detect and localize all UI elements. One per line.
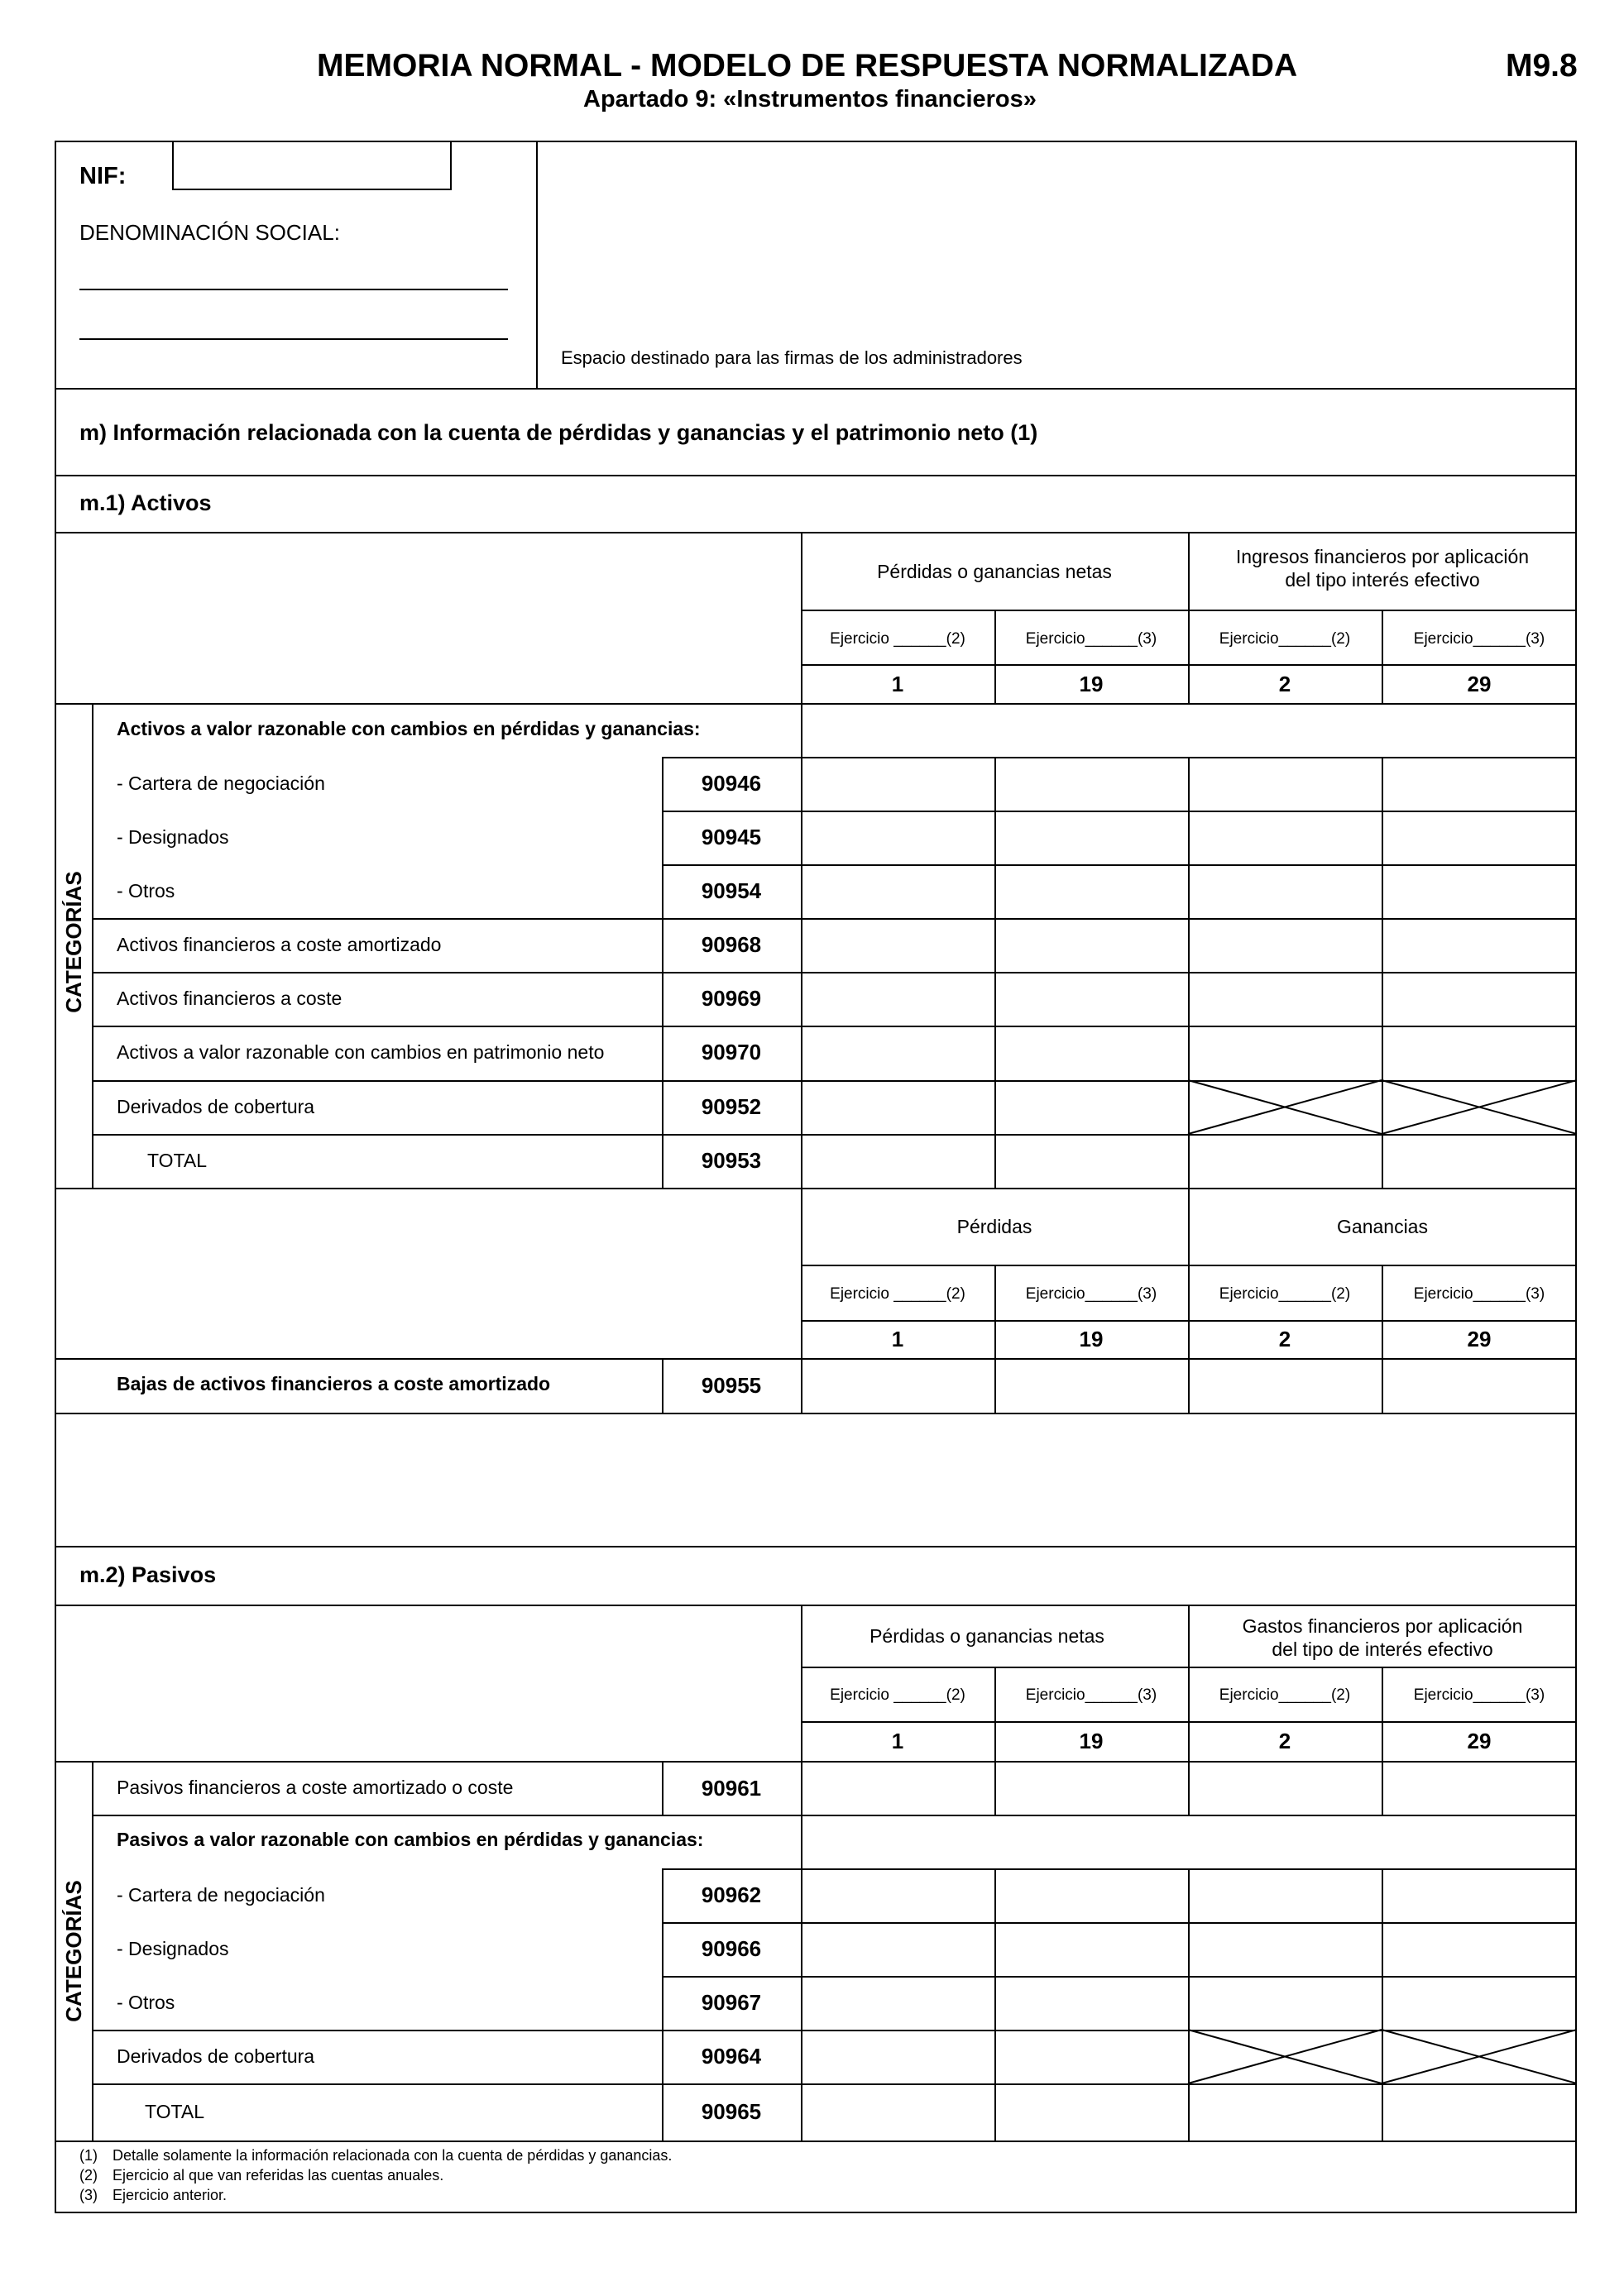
m1-cell-90953-col3[interactable] bbox=[1190, 1136, 1382, 1189]
m2-ejercicio-1: Ejercicio ______(2) bbox=[830, 1686, 965, 1704]
m1-row-label: - Designados bbox=[117, 825, 229, 848]
rule bbox=[801, 1721, 1577, 1723]
m1-cell-90953-col1[interactable] bbox=[802, 1136, 994, 1189]
m2-row-label: Derivados de cobertura bbox=[117, 2045, 315, 2067]
m1-cell-90969-col3[interactable] bbox=[1190, 973, 1382, 1026]
m1-cell-90968-col3[interactable] bbox=[1190, 920, 1382, 972]
rule bbox=[801, 610, 1577, 611]
m2-row-label: - Designados bbox=[117, 1937, 229, 1959]
bajas-ejercicio-3: Ejercicio______(2) bbox=[1219, 1285, 1351, 1303]
denominacion-line-2[interactable] bbox=[79, 338, 508, 340]
footnote-text: Ejercicio al que van referidas las cuentas anuales. bbox=[113, 2167, 444, 2184]
m2-cell-90964-col1[interactable] bbox=[802, 2031, 994, 2083]
m2-cell-90964-col2[interactable] bbox=[996, 2031, 1188, 2083]
m2-cell-90961-col2[interactable] bbox=[996, 1763, 1188, 1814]
m2-col-number-1: 1 bbox=[891, 1729, 904, 1753]
m1-cell-90952-col1[interactable] bbox=[802, 1082, 994, 1134]
bajas-col-number-2: 19 bbox=[1079, 1327, 1104, 1351]
m2-ejercicio-2: Ejercicio______(3) bbox=[1025, 1686, 1157, 1704]
m1-cell-90969-col1[interactable] bbox=[802, 973, 994, 1026]
m1-row-code: 90946 bbox=[701, 770, 762, 796]
m1-title: m.1) Activos bbox=[79, 490, 212, 515]
m1-cell-90954-col1[interactable] bbox=[802, 866, 994, 918]
bajas-col-number-3: 2 bbox=[1278, 1327, 1291, 1351]
not-applicable-cross-icon bbox=[1188, 1080, 1382, 1134]
bajas-row-code: 90955 bbox=[701, 1373, 762, 1398]
m1-row-label: - Cartera de negociación bbox=[117, 772, 325, 794]
m1-group-heading: Activos a valor razonable con cambios en pérdidas y ganancias: bbox=[117, 718, 701, 739]
bajas-col-number-1: 1 bbox=[891, 1327, 904, 1351]
m2-cell-90962-col2[interactable] bbox=[996, 1870, 1188, 1922]
page-subtitle: Apartado 9: «Instrumentos financieros» bbox=[583, 86, 1037, 112]
bajas-cell-4[interactable] bbox=[1383, 1360, 1575, 1413]
m2-row-label: - Cartera de negociación bbox=[117, 1883, 325, 1906]
bajas-col-perdidas: Pérdidas bbox=[956, 1216, 1032, 1237]
id-divider bbox=[536, 141, 538, 389]
m1-cell-90954-col4[interactable] bbox=[1383, 866, 1577, 918]
m2-col-group-gastos-line2: del tipo de interés efectivo bbox=[1272, 1638, 1493, 1660]
m2-cell-90967-col1[interactable] bbox=[802, 1978, 994, 2030]
m1-col-number-2: 19 bbox=[1079, 672, 1104, 696]
m2-row-label: - Otros bbox=[117, 1991, 175, 2013]
denominacion-label: DENOMINACIÓN SOCIAL: bbox=[79, 220, 340, 245]
m2-cell-90962-col4[interactable] bbox=[1383, 1870, 1577, 1922]
m2-cell-90962-col1[interactable] bbox=[802, 1870, 994, 1922]
bajas-ejercicio-2: Ejercicio______(3) bbox=[1025, 1285, 1157, 1303]
m2-categorias-label: CATEGORÍAS bbox=[61, 1880, 86, 2022]
m1-row-code: 90970 bbox=[701, 1040, 762, 1064]
rule bbox=[662, 757, 663, 1189]
m2-col-number-4: 29 bbox=[1467, 1729, 1492, 1753]
m2-cell-90966-col3[interactable] bbox=[1190, 1924, 1382, 1976]
m1-ejercicio-1: Ejercicio ______(2) bbox=[830, 630, 965, 648]
bajas-ejercicio-4: Ejercicio______(3) bbox=[1413, 1285, 1545, 1303]
rule bbox=[55, 532, 1577, 533]
m1-cell-90969-col4[interactable] bbox=[1383, 973, 1577, 1026]
rule bbox=[801, 664, 1577, 666]
m1-row-code: 90954 bbox=[701, 878, 762, 903]
m1-cell-90954-col2[interactable] bbox=[996, 866, 1188, 918]
signature-area[interactable] bbox=[539, 144, 1574, 342]
m1-col-group-perdidas-ganancias: Pérdidas o ganancias netas bbox=[877, 561, 1112, 582]
m1-cell-90953-col4[interactable] bbox=[1383, 1136, 1577, 1189]
rule bbox=[92, 1815, 1577, 1816]
m1-ejercicio-2: Ejercicio______(3) bbox=[1025, 630, 1157, 648]
m1-row-label: TOTAL bbox=[147, 1150, 207, 1171]
m2-row-label: Pasivos financieros a coste amortizado o coste bbox=[117, 1777, 514, 1798]
form-code: M9.8 bbox=[1506, 48, 1578, 84]
m2-ejercicio-4: Ejercicio______(3) bbox=[1413, 1686, 1545, 1704]
m1-ejercicio-3: Ejercicio______(2) bbox=[1219, 630, 1351, 648]
m2-cell-90967-col2[interactable] bbox=[996, 1978, 1188, 2030]
footnote-text: Detalle solamente la información relacionada con la cuenta de pérdidas y ganancias. bbox=[113, 2147, 673, 2164]
m1-cell-90969-col2[interactable] bbox=[996, 973, 1188, 1026]
m1-col-number-3: 2 bbox=[1278, 672, 1291, 696]
m2-cell-90961-col4[interactable] bbox=[1383, 1763, 1577, 1814]
nif-label: NIF: bbox=[79, 163, 127, 189]
m2-cell-90966-col4[interactable] bbox=[1383, 1924, 1577, 1976]
bajas-col-ganancias: Ganancias bbox=[1337, 1216, 1428, 1237]
m1-row-label: Activos financieros a coste bbox=[117, 987, 343, 1009]
m2-cell-90966-col2[interactable] bbox=[996, 1924, 1188, 1976]
m1-cell-90970-col2[interactable] bbox=[996, 1027, 1188, 1080]
rule bbox=[55, 1605, 1577, 1606]
m2-cell-90965-col2[interactable] bbox=[996, 2085, 1188, 2141]
m1-cell-90970-col1[interactable] bbox=[802, 1027, 994, 1080]
m2-group-heading: Pasivos a valor razonable con cambios en pérdidas y ganancias: bbox=[117, 1829, 704, 1850]
m2-cell-90966-col1[interactable] bbox=[802, 1924, 994, 1976]
m1-col-group-ingresos-line1: Ingresos financieros por aplicación bbox=[1235, 546, 1530, 567]
m1-cell-90970-col3[interactable] bbox=[1190, 1027, 1382, 1080]
m2-ejercicio-3: Ejercicio______(2) bbox=[1219, 1686, 1351, 1704]
m2-row-code: 90965 bbox=[701, 2099, 762, 2124]
rule bbox=[55, 1546, 1577, 1547]
m1-categorias-label: CATEGORÍAS bbox=[61, 871, 86, 1013]
footnote-mark: (2) bbox=[79, 2167, 98, 2184]
m2-row-code: 90961 bbox=[701, 1776, 762, 1801]
page-title: MEMORIA NORMAL - MODELO DE RESPUESTA NORMALIZADA bbox=[317, 48, 1298, 84]
m2-cell-90962-col3[interactable] bbox=[1190, 1870, 1382, 1922]
m1-col-number-1: 1 bbox=[891, 672, 904, 696]
rule bbox=[92, 703, 93, 1189]
m1-cell-90945-col2[interactable] bbox=[996, 812, 1188, 864]
m1-row-code: 90952 bbox=[701, 1093, 762, 1119]
m1-row-code: 90968 bbox=[701, 931, 762, 957]
bajas-cell-1[interactable] bbox=[802, 1360, 994, 1413]
section-m-title: m) Información relacionada con la cuenta de pérdidas y ganancias y el patrimonio neto (1) bbox=[79, 420, 1038, 445]
m2-cell-90961-col3[interactable] bbox=[1190, 1763, 1382, 1814]
signature-area-note: Espacio destinado para las firmas de los administradores bbox=[561, 347, 1023, 368]
m2-title: m.2) Pasivos bbox=[79, 1562, 217, 1587]
bajas-row-label: Bajas de activos financieros a coste amortizado bbox=[117, 1373, 551, 1394]
m2-row-code: 90967 bbox=[701, 1989, 762, 2015]
m1-cell-90945-col1[interactable] bbox=[802, 812, 994, 864]
m1-cell-90968-col1[interactable] bbox=[802, 920, 994, 972]
m1-row-label: Activos financieros a coste amortizado bbox=[117, 933, 442, 955]
m1-row-label: Activos a valor razonable con cambios en patrimonio neto bbox=[117, 1041, 605, 1063]
bajas-cell-2[interactable] bbox=[996, 1360, 1188, 1413]
rule bbox=[801, 1667, 1577, 1668]
footnote-mark: (1) bbox=[79, 2147, 98, 2164]
m2-col-group-perdidas-ganancias: Pérdidas o ganancias netas bbox=[869, 1625, 1104, 1647]
m1-row-label: - Otros bbox=[117, 879, 175, 902]
footnote-text: Ejercicio anterior. bbox=[113, 2187, 228, 2203]
m2-col-number-2: 19 bbox=[1079, 1729, 1104, 1753]
m2-cell-90965-col4[interactable] bbox=[1383, 2085, 1577, 2141]
m1-row-label: Derivados de cobertura bbox=[117, 1095, 315, 1117]
m2-cell-90961-col1[interactable] bbox=[802, 1763, 994, 1814]
m1-cell-90945-col4[interactable] bbox=[1383, 812, 1577, 864]
m1-row-code: 90969 bbox=[701, 985, 762, 1011]
m2-cell-90965-col1[interactable] bbox=[802, 2085, 994, 2141]
m2-cell-90965-col3[interactable] bbox=[1190, 2085, 1382, 2141]
m1-col-group-ingresos-line2: del tipo interés efectivo bbox=[1285, 569, 1480, 591]
not-applicable-cross-icon bbox=[1382, 2030, 1577, 2083]
nif-input[interactable] bbox=[172, 141, 452, 190]
m1-cell-90946-col3[interactable] bbox=[1190, 758, 1382, 811]
m2-row-code: 90966 bbox=[701, 1935, 762, 1961]
m1-cell-90970-col4[interactable] bbox=[1383, 1027, 1577, 1080]
m2-row-code: 90962 bbox=[701, 1882, 762, 1907]
m1-cell-90953-col2[interactable] bbox=[996, 1136, 1188, 1189]
denominacion-line-1[interactable] bbox=[79, 289, 508, 290]
rule bbox=[55, 1413, 1577, 1414]
bajas-col-number-4: 29 bbox=[1467, 1327, 1492, 1351]
m2-col-group-gastos-line1: Gastos financieros por aplicación bbox=[1242, 1615, 1523, 1637]
m1-cell-90968-col2[interactable] bbox=[996, 920, 1188, 972]
bajas-ejercicio-1: Ejercicio ______(2) bbox=[830, 1285, 965, 1303]
bajas-cell-3[interactable] bbox=[1190, 1360, 1382, 1413]
m1-cell-90945-col3[interactable] bbox=[1190, 812, 1382, 864]
m1-col-number-4: 29 bbox=[1467, 672, 1492, 696]
footnote-mark: (3) bbox=[79, 2187, 98, 2203]
m1-row-code: 90953 bbox=[701, 1148, 762, 1173]
m1-cell-90968-col4[interactable] bbox=[1383, 920, 1577, 972]
m2-cell-90967-col3[interactable] bbox=[1190, 1978, 1382, 2030]
rule bbox=[55, 475, 1577, 476]
rule bbox=[662, 1761, 663, 1815]
m1-row-code: 90945 bbox=[701, 824, 762, 849]
not-applicable-cross-icon bbox=[1382, 1080, 1577, 1134]
m2-col-number-3: 2 bbox=[1278, 1729, 1291, 1753]
m1-cell-90946-col4[interactable] bbox=[1383, 758, 1577, 811]
m2-row-label: TOTAL bbox=[145, 2101, 204, 2122]
m2-row-code: 90964 bbox=[701, 2043, 762, 2069]
rule bbox=[55, 703, 1577, 705]
rule bbox=[801, 1320, 1577, 1322]
m1-cell-90946-col1[interactable] bbox=[802, 758, 994, 811]
m1-cell-90954-col3[interactable] bbox=[1190, 866, 1382, 918]
m1-ejercicio-4: Ejercicio______(3) bbox=[1413, 630, 1545, 648]
m1-cell-90952-col2[interactable] bbox=[996, 1082, 1188, 1134]
m2-cell-90967-col4[interactable] bbox=[1383, 1978, 1577, 2030]
not-applicable-cross-icon bbox=[1188, 2030, 1382, 2083]
m1-cell-90946-col2[interactable] bbox=[996, 758, 1188, 811]
rule bbox=[55, 388, 1577, 390]
